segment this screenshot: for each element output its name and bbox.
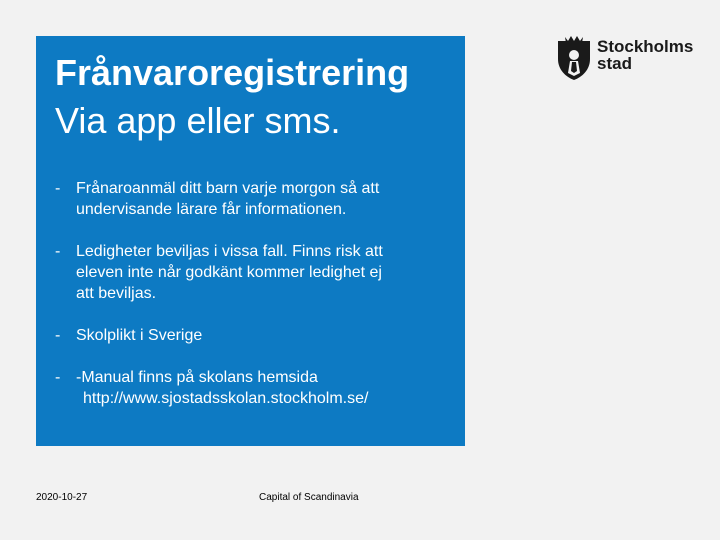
logo-wordmark bbox=[597, 38, 693, 72]
bullet-dash: - bbox=[55, 243, 61, 260]
stockholms-stad-logo bbox=[556, 35, 694, 81]
bullet-text: undervisande lärare får informationen. bbox=[76, 201, 347, 218]
content-panel bbox=[36, 36, 465, 446]
bullet-item-leave bbox=[55, 241, 445, 304]
bullet-list bbox=[55, 178, 445, 430]
bullet-text: att beviljas. bbox=[76, 285, 157, 302]
bullet-item-manual bbox=[55, 367, 445, 409]
slide-subtitle: Via app eller sms. bbox=[55, 100, 341, 141]
logo-line-2: stad bbox=[597, 54, 632, 73]
school-website-link[interactable]: http://www.sjostadsskolan.stockholm.se/ bbox=[83, 390, 369, 407]
bullet-item-attendance bbox=[55, 178, 445, 220]
bullet-text: -Manual finns på skolans hemsida bbox=[76, 369, 318, 386]
footer-date: 2020-10-27 bbox=[36, 492, 88, 503]
stockholm-crest-icon bbox=[556, 35, 592, 81]
slide-title: Frånvaroregistrering bbox=[55, 52, 410, 93]
bullet-text: eleven inte når godkänt kommer ledighet ej bbox=[76, 264, 382, 281]
bullet-item-compulsory-school bbox=[55, 325, 445, 346]
bullet-text: Frånaroanmäl ditt barn varje morgon så att bbox=[76, 180, 380, 197]
bullet-dash: - bbox=[55, 180, 61, 197]
logo-line-1: Stockholms bbox=[597, 37, 694, 56]
bullet-text: Skolplikt i Sverige bbox=[76, 327, 203, 344]
bullet-dash: - bbox=[55, 369, 61, 386]
bullet-text: Ledigheter beviljas i vissa fall. Finns risk att bbox=[76, 243, 383, 260]
bullet-dash: - bbox=[55, 327, 61, 344]
footer-tagline: Capital of Scandinavia bbox=[259, 492, 359, 503]
